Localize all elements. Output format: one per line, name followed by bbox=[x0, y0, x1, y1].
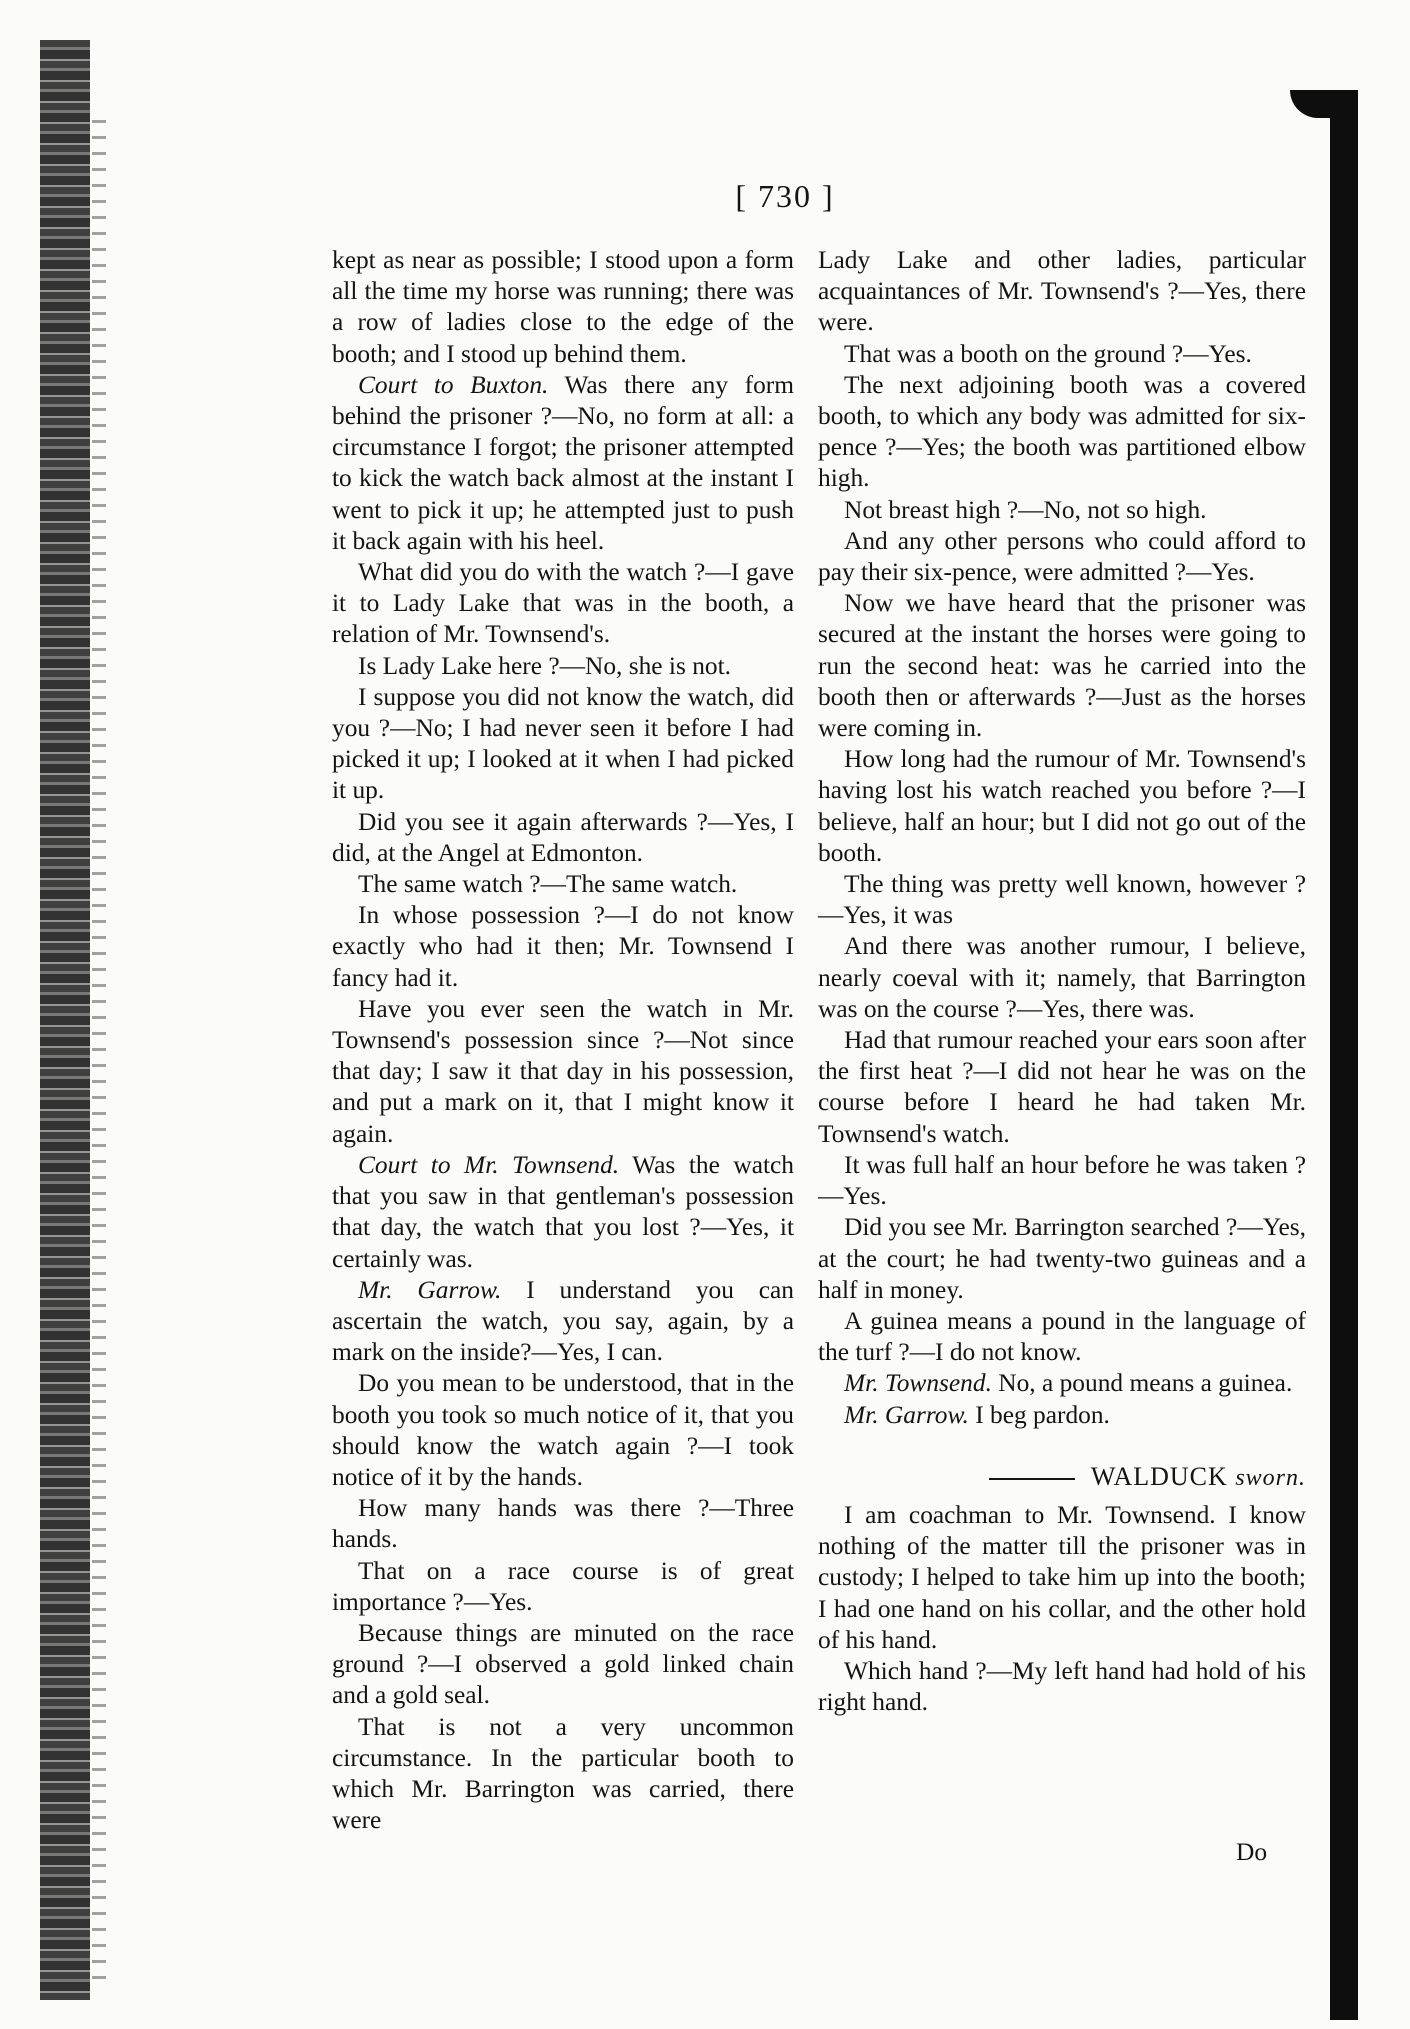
paragraph bbox=[818, 339, 1306, 370]
paragraph-text: In whose possession ?—I do not know exactly who had it then; Mr. Townsend I fancy had it. bbox=[332, 901, 794, 992]
paragraph bbox=[818, 869, 1306, 931]
speaker-label: Mr. Garrow. bbox=[358, 1275, 502, 1304]
page-number: [ 730 ] bbox=[735, 178, 835, 214]
paragraph bbox=[332, 994, 794, 1150]
speaker-label: Mr. Garrow. bbox=[844, 1400, 969, 1429]
paragraph bbox=[332, 1618, 794, 1712]
paragraph bbox=[818, 1150, 1306, 1212]
right-column-testimony bbox=[818, 245, 1306, 1431]
paragraph bbox=[818, 526, 1306, 588]
catchword: Do bbox=[1236, 1838, 1268, 1866]
paragraph-text: Is Lady Lake here ?—No, she is not. bbox=[358, 651, 731, 680]
paragraph bbox=[818, 588, 1306, 744]
paragraph bbox=[818, 931, 1306, 1025]
paragraph-text: And there was another rumour, I believe, nearly coeval with it; namely, that Barrington was on the course ?—Yes, there was. bbox=[818, 932, 1306, 1023]
speaker-label: Court to Mr. Townsend. bbox=[358, 1150, 620, 1179]
paragraph-text: Was there any form behind the prisoner ?—No, no form at all: a circumstance I forgot; the prisoner attempted to kick the watch back almost at the instant I went to pick it up; he attempted just to push it back again with his heel. bbox=[332, 370, 794, 555]
paragraph-text: I understand you can ascertain the watch, you say, again, by a mark on the inside?—Yes, I can. bbox=[332, 1275, 794, 1367]
paragraph-text: Have you ever seen the watch in Mr. Townsend's possession since ?—Not since that day; I saw it that day in his possession, and put a mark on it, that I might know it again. bbox=[332, 994, 794, 1148]
scan-binding-shadow bbox=[92, 120, 106, 1980]
paragraph bbox=[332, 900, 794, 994]
paragraph-text: Now we have heard that the prisoner was secured at the instant the horses were going to run the second heat: was he carried into the booth then or afterwards ?—Just as the horses were coming in. bbox=[818, 589, 1306, 743]
right-column bbox=[818, 245, 1306, 1718]
paragraph bbox=[818, 245, 1306, 339]
paragraph bbox=[332, 1493, 794, 1555]
paragraph bbox=[332, 869, 794, 900]
paragraph-text: I beg pardon. bbox=[968, 1400, 1110, 1429]
paragraph-text: The next adjoining booth was a covered booth, to which any body was admitted for six-pence ?—Yes; the booth was partitioned elbow high. bbox=[818, 370, 1306, 493]
witness-sworn: sworn. bbox=[1235, 1464, 1306, 1491]
paragraph bbox=[332, 682, 794, 807]
paragraph-text: And any other persons who could afford to pay their six-pence, were admitted ?—Yes. bbox=[818, 526, 1306, 587]
paragraph-text: Was the watch that you saw in that gentleman's possession that day, the watch that you lost ?—Yes, it certainly was. bbox=[332, 1150, 794, 1273]
paragraph-text: The same watch ?—The same watch. bbox=[358, 870, 738, 899]
scan-edge-right bbox=[1330, 100, 1358, 2020]
paragraph bbox=[818, 1368, 1306, 1399]
paragraph bbox=[332, 807, 794, 869]
paragraph-text: How long had the rumour of Mr. Townsend's having lost his watch reached you before ?—I believe, half an hour; but I did not go out of the booth. bbox=[818, 745, 1306, 867]
paragraph-text: Had that rumour reached your ears soon after the first heat ?—I did not hear he was on the course before I heard he had taken Mr. Townsend's watch. bbox=[818, 1026, 1306, 1148]
heading-rule bbox=[989, 1478, 1075, 1480]
paragraph-text: No, a pound means a guinea. bbox=[991, 1369, 1293, 1398]
speaker-label: Mr. Townsend. bbox=[844, 1369, 992, 1398]
paragraph-text: Did you see it again afterwards ?—Yes, I did, at the Angel at Edmonton. bbox=[332, 807, 794, 867]
paragraph bbox=[332, 1275, 794, 1369]
witness-name: WALDUCK bbox=[1090, 1461, 1228, 1491]
paragraph bbox=[818, 1656, 1306, 1718]
paragraph-text: Do you mean to be understood, that in the booth you took so much notice of it, that you should know the watch again ?—I took notice of it by the hands. bbox=[332, 1369, 794, 1491]
paragraph bbox=[332, 651, 794, 682]
paragraph-text: Which hand ?—My left hand had hold of his right hand. bbox=[818, 1656, 1306, 1717]
paragraph-text: That is not a very uncommon circumstance. In the particular booth to which Mr. Barrington was carried, there were bbox=[332, 1712, 794, 1835]
witness-heading bbox=[818, 1461, 1306, 1494]
paragraph bbox=[818, 1400, 1306, 1431]
paragraph-text: It was full half an hour before he was taken ?—Yes. bbox=[818, 1150, 1306, 1211]
paragraph-text: That was a booth on the ground ?—Yes. bbox=[844, 339, 1252, 368]
paragraph bbox=[818, 1025, 1306, 1150]
paragraph bbox=[332, 1556, 794, 1618]
paragraph bbox=[818, 1500, 1306, 1656]
paragraph-text: Did you see Mr. Barrington searched ?—Yes, at the court; he had twenty-two guineas and a half in money. bbox=[818, 1213, 1306, 1304]
paragraph-text: kept as near as possible; I stood upon a form all the time my horse was running; there was a row of ladies close to the edge of the booth; and I stood up behind them. bbox=[332, 246, 794, 368]
left-column bbox=[332, 245, 794, 1836]
paragraph-text: I suppose you did not know the watch, did you ?—No; I had never seen it before I had picked it up; I looked at it when I had picked it up. bbox=[332, 682, 794, 805]
paragraph bbox=[332, 1368, 794, 1493]
paragraph-text: How many hands was there ?—Three hands. bbox=[332, 1494, 794, 1554]
paragraph-text: Not breast high ?—No, not so high. bbox=[844, 495, 1207, 524]
paragraph bbox=[332, 1150, 794, 1275]
right-column-witness-testimony bbox=[818, 1500, 1306, 1718]
paragraph-text: Lady Lake and other ladies, particular acquaintances of Mr. Townsend's ?—Yes, there were. bbox=[818, 246, 1306, 337]
paragraph-text: What did you do with the watch ?—I gave it to Lady Lake that was in the booth, a relation of Mr. Townsend's. bbox=[332, 558, 794, 649]
paragraph bbox=[332, 557, 794, 651]
paragraph bbox=[332, 245, 794, 370]
paragraph-text: A guinea means a pound in the language of the turf ?—I do not know. bbox=[818, 1306, 1306, 1367]
speaker-label: Court to Buxton. bbox=[358, 370, 549, 399]
paragraph-text: I am coachman to Mr. Townsend. I know nothing of the matter till the prisoner was in custody; I helped to take him up into the booth; I had one hand on his collar, and the other hold of his hand. bbox=[818, 1500, 1306, 1654]
paragraph bbox=[332, 1712, 794, 1837]
scan-binding-edge-left bbox=[40, 40, 90, 2000]
paragraph-text: Because things are minuted on the race ground ?—I observed a gold linked chain and a gold seal. bbox=[332, 1618, 794, 1710]
paragraph bbox=[818, 1212, 1306, 1306]
paragraph-text: That on a race course is of great importance ?—Yes. bbox=[332, 1556, 794, 1616]
paragraph bbox=[818, 744, 1306, 869]
paragraph bbox=[818, 495, 1306, 526]
paragraph bbox=[332, 370, 794, 557]
paragraph bbox=[818, 370, 1306, 495]
paragraph-text: The thing was pretty well known, however ?—Yes, it was bbox=[818, 870, 1306, 930]
paragraph bbox=[818, 1306, 1306, 1368]
